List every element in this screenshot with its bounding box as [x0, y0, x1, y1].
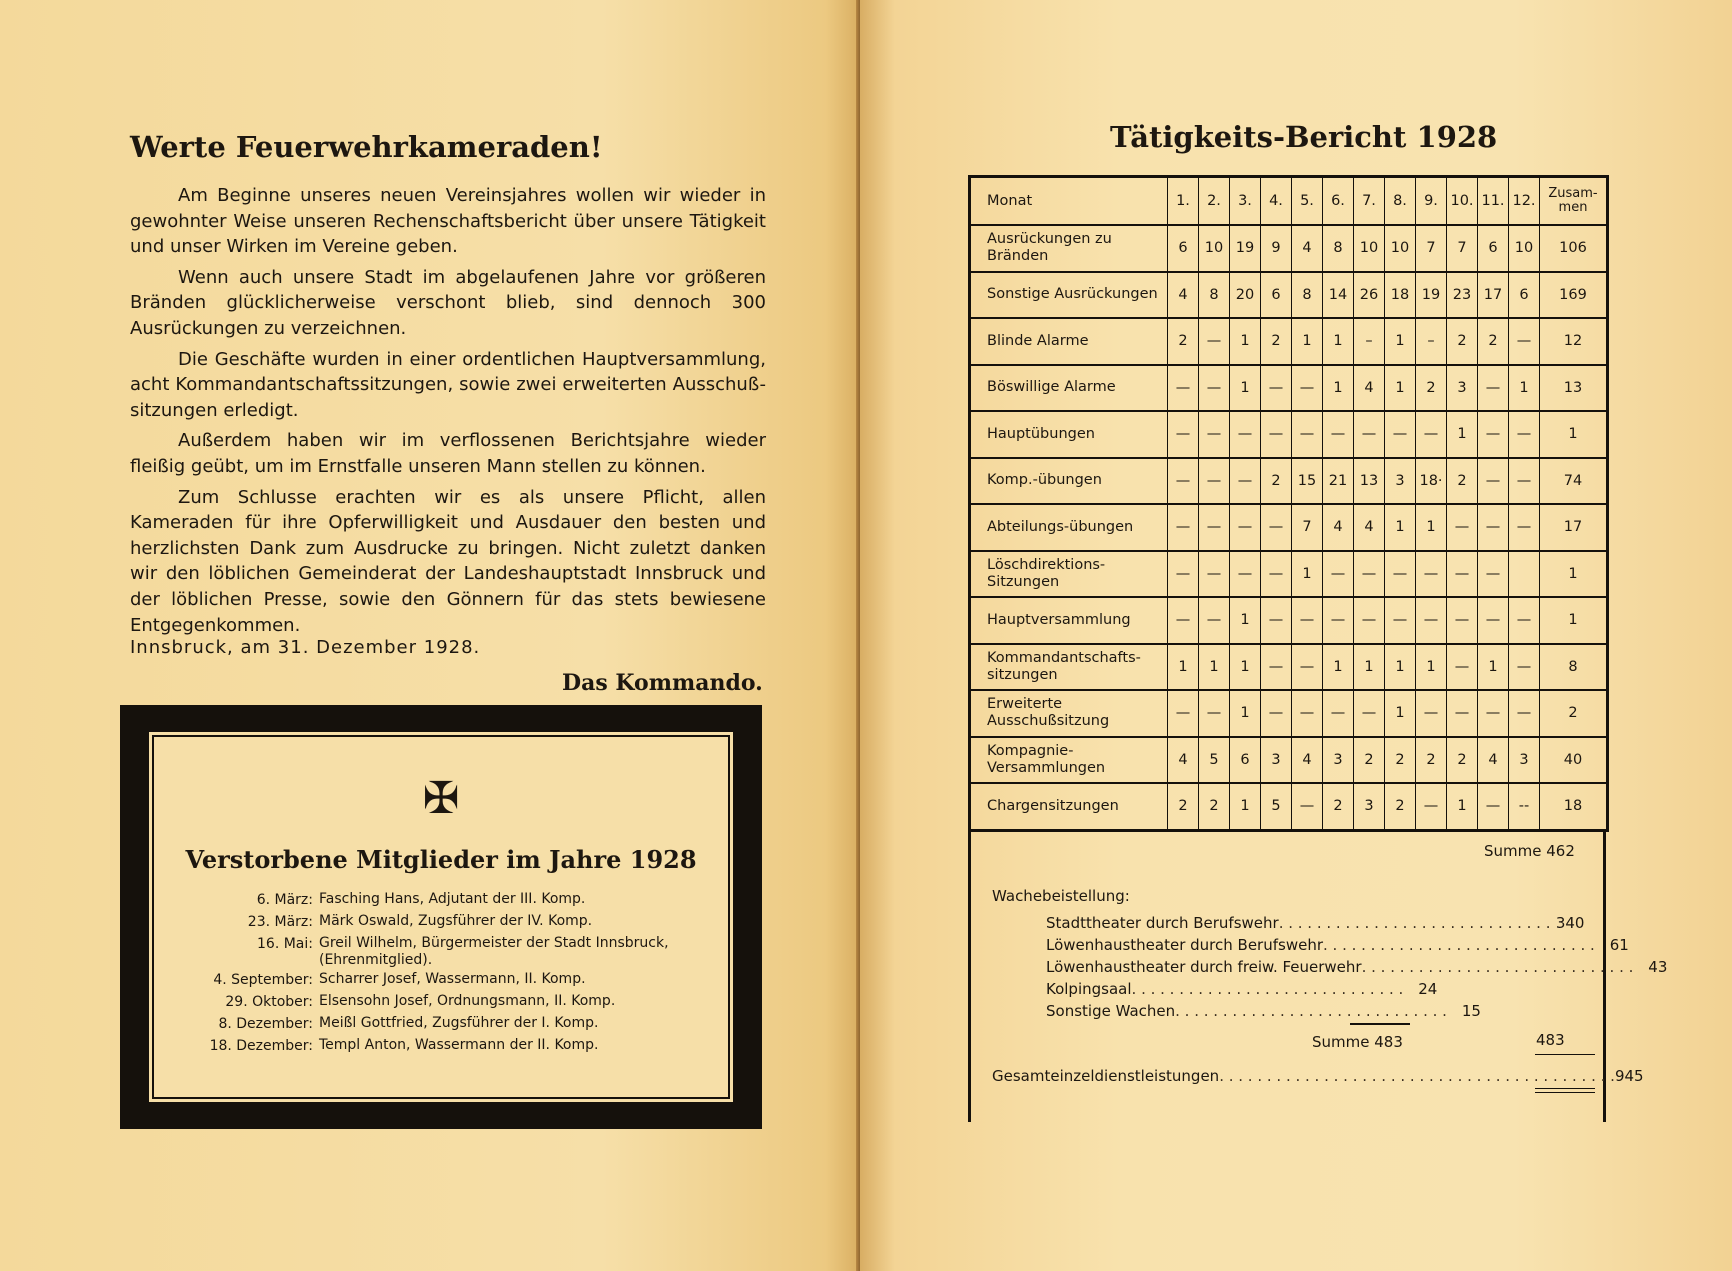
month-cell: — [1478, 690, 1509, 737]
obituary-entry [198, 991, 698, 1013]
header-month: 7. [1354, 177, 1385, 226]
month-cell: 1 [1385, 644, 1416, 691]
month-cell: 2 [1385, 737, 1416, 784]
month-cell: 26 [1354, 272, 1385, 319]
month-cell: — [1478, 504, 1509, 551]
signature: Das Kommando. [562, 670, 763, 696]
month-cell: 2 [1385, 783, 1416, 830]
month-cell: 4 [1354, 365, 1385, 412]
greeting-heading: Werte Feuerwehrkameraden! [130, 130, 603, 164]
month-cell: 18 [1385, 272, 1416, 319]
header-month: 3. [1230, 177, 1261, 226]
row-label: Kompagnie-Versammlungen [970, 737, 1168, 784]
month-cell: — [1168, 551, 1199, 598]
obituary-entry [198, 911, 698, 933]
month-cell: 1 [1230, 690, 1261, 737]
table-row [970, 597, 1608, 644]
row-label: Löschdirektions-Sitzungen [970, 551, 1168, 598]
month-cell: 2 [1323, 783, 1354, 830]
month-cell: 1 [1447, 411, 1478, 458]
month-cell: 4 [1323, 504, 1354, 551]
wache-item [1046, 956, 1668, 978]
month-cell: 1 [1323, 365, 1354, 412]
letter-paragraph: Am Beginne unseres neuen Vereinsjahres wollen wir wieder in gewohnter Weise unseren Rechenschaftsbericht über unsere Tätigkeit und unser Wirken im Vereine geben. [130, 185, 766, 258]
month-cell: 1 [1416, 644, 1447, 691]
month-cell: 1 [1230, 318, 1261, 365]
month-cell: — [1416, 783, 1447, 830]
month-cell: – [1354, 318, 1385, 365]
month-cell: — [1323, 597, 1354, 644]
month-cell: — [1447, 504, 1478, 551]
month-cell: 1 [1230, 597, 1261, 644]
table-row [970, 458, 1608, 505]
month-cell: 6 [1230, 737, 1261, 784]
month-cell: — [1230, 504, 1261, 551]
wache-label: Löwenhaustheater durch Berufswehr [1046, 936, 1323, 954]
obituary-date: 23. März: [247, 914, 313, 930]
month-cell: — [1292, 644, 1323, 691]
wache-item [1046, 978, 1438, 1000]
month-cell: — [1292, 411, 1323, 458]
row-label: Hauptübungen [970, 411, 1168, 458]
obituary-text: Meißl Gottfried, Zugsführer der I. Komp. [319, 1015, 599, 1031]
month-cell: — [1354, 597, 1385, 644]
wache-sum-rule [1350, 1023, 1410, 1025]
month-cell: — [1230, 551, 1261, 598]
summe-wache-label: Summe 483 [1312, 1033, 1403, 1051]
month-cell: — [1447, 690, 1478, 737]
letter-paragraph: Wenn auch unsere Stadt im abgelaufenen Jahre vor größeren Bränden glücklicherweise verschont blieb, sind dennoch 300 Ausrückungen zu verzeichnen. [130, 266, 766, 339]
header-month: 1. [1168, 177, 1199, 226]
letter-body [130, 183, 766, 643]
month-cell: 8 [1323, 225, 1354, 272]
month-cell: 1 [1509, 365, 1540, 412]
double-rule [1535, 1088, 1595, 1089]
month-cell: 7 [1447, 225, 1478, 272]
row-total: 1 [1540, 411, 1608, 458]
month-cell: 1 [1447, 783, 1478, 830]
month-cell: 2 [1261, 318, 1292, 365]
month-cell: — [1261, 690, 1292, 737]
leader-dots: . . . . . . . . . . . . . . . . . . . . . . . . . . . . . [1323, 936, 1595, 954]
table-row [970, 644, 1608, 691]
month-cell: — [1354, 411, 1385, 458]
month-cell: — [1168, 458, 1199, 505]
month-cell: 2 [1447, 737, 1478, 784]
month-cell: — [1168, 411, 1199, 458]
month-cell: 20 [1230, 272, 1261, 319]
month-cell: 6 [1478, 225, 1509, 272]
row-total: 8 [1540, 644, 1608, 691]
month-cell: 2 [1168, 318, 1199, 365]
month-cell: 2 [1447, 458, 1478, 505]
month-cell: 3 [1385, 458, 1416, 505]
total-rule [1535, 1054, 1595, 1055]
month-cell: 2 [1447, 318, 1478, 365]
month-cell: 3 [1323, 737, 1354, 784]
month-cell: 6 [1168, 225, 1199, 272]
table-row [970, 411, 1608, 458]
obituary-text: Scharrer Josef, Wassermann, II. Komp. [319, 971, 586, 987]
obituary-text: Märk Oswald, Zugsführer der IV. Komp. [319, 913, 593, 929]
cross-icon: ✠ [422, 773, 460, 824]
wache-list [1046, 912, 1668, 1022]
month-cell: — [1509, 644, 1540, 691]
month-cell: — [1323, 690, 1354, 737]
month-cell: — [1416, 411, 1447, 458]
wache-label: Sonstige Wachen [1046, 1002, 1176, 1020]
gesamt-value: 945 [1614, 1067, 1644, 1085]
header-month: 5. [1292, 177, 1323, 226]
month-cell: 10 [1354, 225, 1385, 272]
month-cell: 17 [1478, 272, 1509, 319]
leader-dots: . . . . . . . . . . . . . . . . . . . . . . . . . . . . . [1131, 980, 1404, 998]
month-cell: 1 [1323, 644, 1354, 691]
month-cell: — [1168, 597, 1199, 644]
month-cell: 4 [1168, 737, 1199, 784]
month-cell: 6 [1261, 272, 1292, 319]
month-cell: — [1199, 551, 1230, 598]
obituary-entry [198, 969, 698, 991]
month-cell: 4 [1292, 225, 1323, 272]
obituary-entry [198, 1013, 698, 1035]
month-cell: — [1199, 458, 1230, 505]
month-cell: 3 [1509, 737, 1540, 784]
month-cell: 2 [1199, 783, 1230, 830]
month-cell: 1 [1354, 644, 1385, 691]
month-cell: — [1199, 690, 1230, 737]
month-cell: – [1416, 318, 1447, 365]
obituary-date: 8. Dezember: [218, 1016, 313, 1032]
row-total: 12 [1540, 318, 1608, 365]
month-cell: 19 [1230, 225, 1261, 272]
wache-item [1046, 912, 1585, 934]
month-cell: — [1261, 551, 1292, 598]
month-cell: 1 [1230, 644, 1261, 691]
month-cell: 14 [1323, 272, 1354, 319]
month-cell: 5 [1261, 783, 1292, 830]
row-total: 40 [1540, 737, 1608, 784]
row-label: Böswillige Alarme [970, 365, 1168, 412]
table-row [970, 225, 1608, 272]
month-cell: 3 [1354, 783, 1385, 830]
month-cell: — [1292, 365, 1323, 412]
obituary-date: 16. Mai: [257, 936, 313, 952]
month-cell: — [1261, 644, 1292, 691]
month-cell: — [1168, 365, 1199, 412]
month-cell: — [1509, 690, 1540, 737]
month-cell: — [1385, 551, 1416, 598]
month-cell: — [1447, 597, 1478, 644]
header-month: 8. [1385, 177, 1416, 226]
month-cell: — [1261, 597, 1292, 644]
month-cell: — [1230, 411, 1261, 458]
month-cell: — [1416, 551, 1447, 598]
month-cell: 8 [1292, 272, 1323, 319]
wache-item [1046, 934, 1629, 956]
obituary-frame [120, 705, 762, 1129]
letter-paragraph: Die Geschäfte wurden in einer ordentlichen Hauptversammlung, acht Kommandantschaftssitzungen, sowie zwei erweiterten Ausschuß-sitzungen erledigt. [130, 348, 766, 421]
month-cell: — [1447, 551, 1478, 598]
wache-heading: Wachebeistellung: [992, 887, 1130, 905]
month-cell: 1 [1385, 504, 1416, 551]
wache-item [1046, 1000, 1481, 1022]
left-page [0, 0, 860, 1271]
month-cell: 2 [1416, 365, 1447, 412]
month-cell: 10 [1385, 225, 1416, 272]
letter-paragraph: Außerdem haben wir im verflossenen Berichtsjahre wieder fleißig geübt, um im Ernstfalle unseren Mann stellen zu können. [130, 430, 766, 477]
header-month: 10. [1447, 177, 1478, 226]
month-cell: 1 [1230, 365, 1261, 412]
table-header-row [970, 177, 1608, 226]
obituary-entry [198, 933, 698, 969]
month-cell: — [1509, 458, 1540, 505]
month-cell: — [1292, 597, 1323, 644]
wache-value: 15 [1461, 1002, 1481, 1020]
row-total: 74 [1540, 458, 1608, 505]
row-total: 17 [1540, 504, 1608, 551]
obituary-date: 18. Dezember: [209, 1038, 313, 1054]
obituary-text: Templ Anton, Wassermann der II. Komp. [319, 1037, 599, 1053]
month-cell: 2 [1416, 737, 1447, 784]
row-label: Hauptversammlung [970, 597, 1168, 644]
month-cell: — [1199, 504, 1230, 551]
month-cell: 1 [1416, 504, 1447, 551]
month-cell: 1 [1385, 318, 1416, 365]
month-cell: 1 [1385, 365, 1416, 412]
month-cell: -- [1509, 783, 1540, 830]
month-cell: — [1354, 551, 1385, 598]
month-cell: — [1509, 318, 1540, 365]
obituary-list [198, 889, 698, 1057]
month-cell: 18· [1416, 458, 1447, 505]
row-total: 1 [1540, 551, 1608, 598]
leader-dots: . . . . . . . . . . . . . . . . . . . . . . . . . . . . . . . . . . . . . . . . . . [1219, 1067, 1615, 1085]
month-cell: — [1478, 551, 1509, 598]
wache-value: 24 [1418, 980, 1438, 998]
obituary-date: 4. September: [213, 972, 313, 988]
wache-label: Löwenhaustheater durch freiw. Feuerwehr [1046, 958, 1362, 976]
month-cell: 9 [1261, 225, 1292, 272]
month-cell: 1 [1230, 783, 1261, 830]
month-cell: 1 [1323, 318, 1354, 365]
month-cell: 19 [1416, 272, 1447, 319]
activity-table [968, 175, 1609, 832]
month-cell: — [1230, 458, 1261, 505]
row-label: Erweiterte Ausschußsitzung [970, 690, 1168, 737]
month-cell: 4 [1478, 737, 1509, 784]
table-row [970, 318, 1608, 365]
month-cell: 8 [1199, 272, 1230, 319]
wache-value: 340 [1555, 914, 1585, 932]
month-cell: — [1478, 365, 1509, 412]
row-label: Ausrückungen zu Bränden [970, 225, 1168, 272]
row-label: Chargensitzungen [970, 783, 1168, 830]
summe-wache-value: 483 [1536, 1031, 1565, 1049]
row-total: 18 [1540, 783, 1608, 830]
month-cell: — [1509, 411, 1540, 458]
table-row [970, 737, 1608, 784]
leader-dots: . . . . . . . . . . . . . . . . . . . . . . . . . . . . . [1361, 958, 1634, 976]
month-cell: — [1416, 690, 1447, 737]
header-month: 9. [1416, 177, 1447, 226]
table-row [970, 690, 1608, 737]
table-row [970, 504, 1608, 551]
month-cell: 6 [1509, 272, 1540, 319]
month-cell: 10 [1199, 225, 1230, 272]
month-cell: 15 [1292, 458, 1323, 505]
month-cell: — [1385, 411, 1416, 458]
obituary-title: Verstorbene Mitglieder im Jahre 1928 [185, 845, 697, 874]
letter-paragraph: Zum Schlusse erachten wir es als unsere Pflicht, allen Kameraden für ihre Opferwilligkeit und Ausdauer den besten und herzlichsten Dank zum Ausdrucke zu bringen. Nicht zuletzt danken wir den löblichen Gemeinderat der Landeshauptstadt Innsbruck und der löblichen Presse, sowie den Gönnern für das stets bewiesene Entgegenkommen. [130, 486, 766, 636]
month-cell: 10 [1509, 225, 1540, 272]
leader-dots: . . . . . . . . . . . . . . . . . . . . . . . . . . . . . [1278, 914, 1551, 932]
month-cell: — [1199, 318, 1230, 365]
row-total: 169 [1540, 272, 1608, 319]
wache-label: Stadttheater durch Berufswehr [1046, 914, 1279, 932]
month-cell: — [1416, 597, 1447, 644]
month-cell: 1 [1478, 644, 1509, 691]
row-total: 1 [1540, 597, 1608, 644]
month-cell: 7 [1292, 504, 1323, 551]
header-month: 12. [1509, 177, 1540, 226]
header-month: 2. [1199, 177, 1230, 226]
month-cell: 4 [1168, 272, 1199, 319]
month-cell: — [1323, 411, 1354, 458]
month-cell: — [1478, 597, 1509, 644]
month-cell: — [1261, 504, 1292, 551]
obituary-panel [152, 735, 730, 1099]
summe-main: Summe 462 [1484, 842, 1575, 860]
table-row [970, 551, 1608, 598]
row-label: Komp.-übungen [970, 458, 1168, 505]
month-cell: — [1354, 690, 1385, 737]
month-cell: 1 [1385, 690, 1416, 737]
month-cell: — [1199, 597, 1230, 644]
month-cell: 4 [1354, 504, 1385, 551]
month-cell: — [1447, 644, 1478, 691]
month-cell: 1 [1292, 318, 1323, 365]
month-cell: 7 [1416, 225, 1447, 272]
date-line: Innsbruck, am 31. Dezember 1928. [130, 637, 481, 658]
month-cell: — [1292, 783, 1323, 830]
month-cell: — [1261, 411, 1292, 458]
row-label: Sonstige Ausrückungen [970, 272, 1168, 319]
wache-value: 43 [1648, 958, 1668, 976]
leader-dots: . . . . . . . . . . . . . . . . . . . . . . . . . . . . . [1175, 1002, 1447, 1020]
wache-label: Kolpingsaal [1046, 980, 1132, 998]
header-total: Zusam-men [1540, 177, 1608, 226]
header-monat: Monat [970, 177, 1168, 226]
row-total: 106 [1540, 225, 1608, 272]
wache-value: 61 [1609, 936, 1629, 954]
obituary-entry [198, 1035, 698, 1057]
month-cell: 5 [1199, 737, 1230, 784]
month-cell: 2 [1261, 458, 1292, 505]
month-cell: — [1478, 783, 1509, 830]
month-cell: 3 [1261, 737, 1292, 784]
month-cell: 3 [1447, 365, 1478, 412]
month-cell: — [1199, 411, 1230, 458]
obituary-entry [198, 889, 698, 911]
row-total: 2 [1540, 690, 1608, 737]
month-cell: 4 [1292, 737, 1323, 784]
gesamt-label: Gesamteinzeldienstleistungen [992, 1067, 1220, 1085]
month-cell: 2 [1478, 318, 1509, 365]
month-cell: — [1385, 597, 1416, 644]
header-month: 4. [1261, 177, 1292, 226]
month-cell: 21 [1323, 458, 1354, 505]
month-cell: 1 [1199, 644, 1230, 691]
row-label: Abteilungs-übungen [970, 504, 1168, 551]
month-cell: — [1199, 365, 1230, 412]
table-row [970, 365, 1608, 412]
obituary-date: 6. März: [256, 892, 313, 908]
month-cell [1509, 551, 1540, 598]
obituary-text: Elsensohn Josef, Ordnungsmann, II. Komp. [319, 993, 616, 1009]
table-row [970, 783, 1608, 830]
month-cell: 2 [1354, 737, 1385, 784]
gesamt-row [992, 1067, 1644, 1085]
obituary-date: 29. Oktober: [225, 994, 313, 1010]
row-label: Kommandantschafts-sitzungen [970, 644, 1168, 691]
month-cell: — [1168, 504, 1199, 551]
month-cell: — [1292, 690, 1323, 737]
header-month: 6. [1323, 177, 1354, 226]
obituary-text: Fasching Hans, Adjutant der III. Komp. [319, 891, 586, 907]
month-cell: — [1323, 551, 1354, 598]
row-label: Blinde Alarme [970, 318, 1168, 365]
month-cell: 2 [1168, 783, 1199, 830]
double-rule [1535, 1092, 1595, 1093]
obituary-text: Greil Wilhelm, Bürgermeister der Stadt Innsbruck, (Ehrenmitglied). [319, 935, 669, 968]
month-cell: — [1478, 458, 1509, 505]
month-cell: 13 [1354, 458, 1385, 505]
month-cell: 1 [1292, 551, 1323, 598]
month-cell: 1 [1168, 644, 1199, 691]
month-cell: — [1509, 504, 1540, 551]
month-cell: — [1261, 365, 1292, 412]
report-title: Tätigkeits-Bericht 1928 [1110, 120, 1498, 154]
header-month: 11. [1478, 177, 1509, 226]
month-cell: — [1478, 411, 1509, 458]
month-cell: — [1509, 597, 1540, 644]
month-cell: 23 [1447, 272, 1478, 319]
month-cell: — [1168, 690, 1199, 737]
row-total: 13 [1540, 365, 1608, 412]
table-row [970, 272, 1608, 319]
